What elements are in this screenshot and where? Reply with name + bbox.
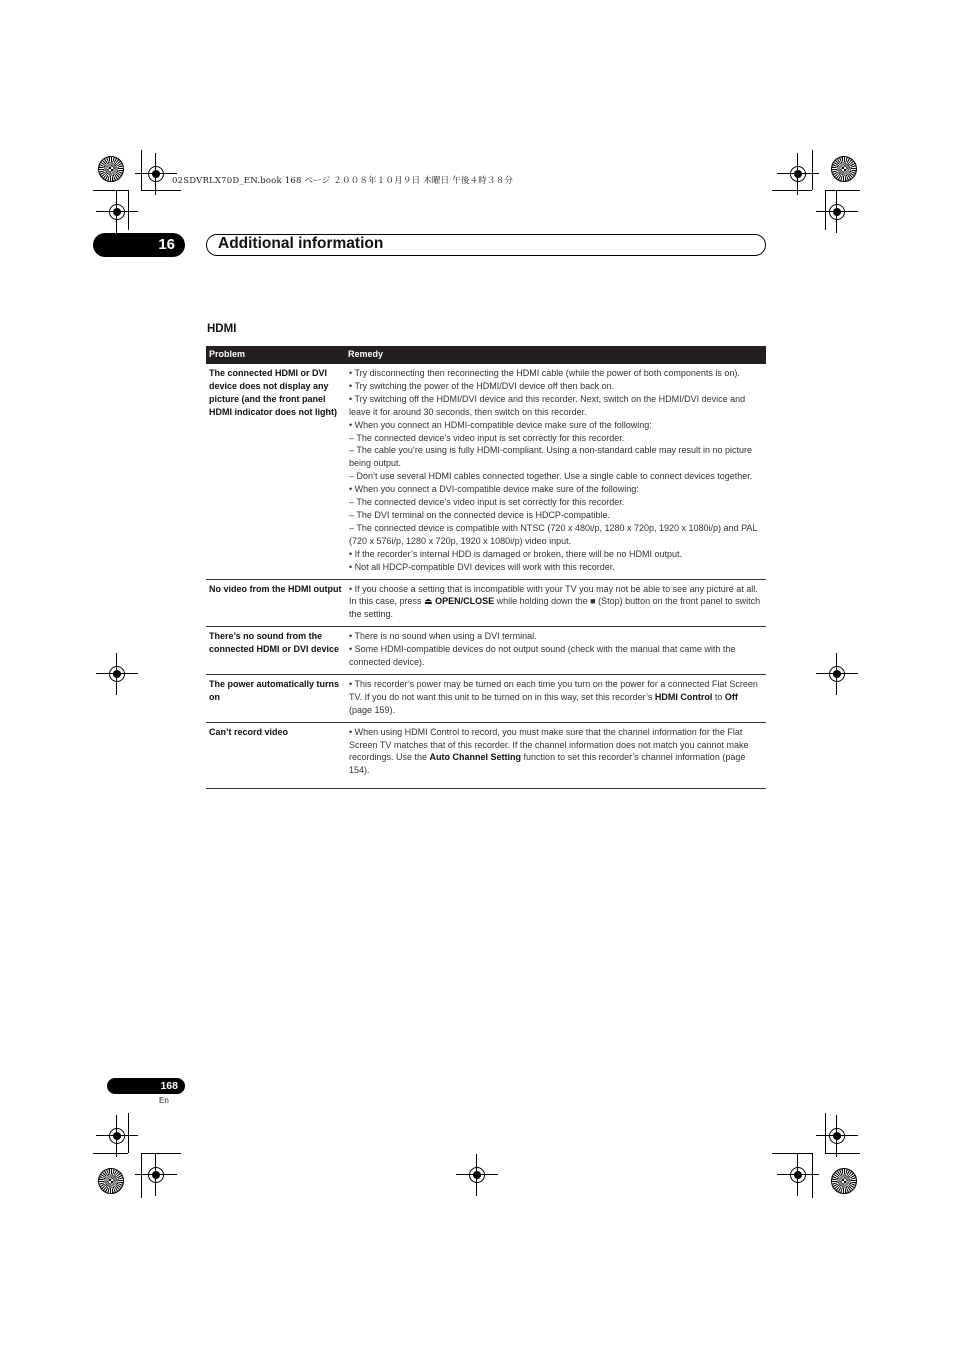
remedy-text: (page 159). (349, 704, 396, 715)
eject-icon: ⏏ (424, 596, 433, 607)
registration-mark-icon (145, 1164, 167, 1186)
table-row (206, 723, 766, 790)
registration-mark-icon (826, 663, 848, 685)
remedy-text: function to set this recorder’s channel information (page 154). (349, 752, 746, 776)
chapter-title: Additional information (218, 235, 384, 252)
problem-cell: The connected HDMI or DVI device does not display any picture (and the front panel HDMI indicator does not light) (209, 368, 337, 417)
remedy-line: • Some HDMI-compatible devices do not output sound (check with the manual that came with the connected device). (349, 644, 736, 668)
remedy-line: – The connected device’s video input is set correctly for this recorder. (349, 497, 625, 508)
remedy-cell (346, 580, 766, 627)
table-row (206, 364, 766, 580)
remedy-cell (346, 364, 766, 579)
remedy-cell (346, 627, 766, 674)
hdmi-control-setting-label: HDMI Control (654, 691, 713, 702)
remedy-line: – The connected device’s video input is set correctly for this recorder. (349, 432, 625, 443)
troubleshooting-table (206, 346, 766, 789)
table-header-row (206, 346, 766, 364)
table-row (206, 675, 766, 723)
chapter-number-tab: 16 (93, 233, 185, 257)
registration-mark-icon (106, 663, 128, 685)
remedy-line: • When you connect a DVI-compatible device make sure of the following: (349, 484, 639, 495)
remedy-text: • When using HDMI Control to record, you must make sure that the channel information for the Flat Screen TV matches that of this recorder. If the channel information does not match you cannot make recordings. Use the (349, 726, 749, 763)
stop-icon: ■ (590, 596, 596, 607)
registration-mark-icon (145, 163, 167, 185)
registration-mark-icon (106, 1125, 128, 1147)
remedy-line: • There is no sound when using a DVI terminal. (349, 631, 537, 642)
table-row (206, 580, 766, 628)
off-setting-label: Off (724, 691, 738, 702)
problem-cell: No video from the HDMI output (209, 583, 342, 594)
remedy-text: to (712, 691, 725, 702)
remedy-text: while holding down the (494, 596, 591, 607)
registration-mark-icon (826, 201, 848, 223)
remedy-line: – The cable you’re using is fully HDMI-compliant. Using a non-standard cable may result in no picture being output. (349, 445, 753, 469)
color-target-icon (98, 1168, 124, 1194)
remedy-line: • Try switching the power of the HDMI/DVI device off then back on. (349, 380, 615, 391)
remedy-line: – The connected device is compatible with NTSC (720 x 480i/p, 1280 x 720p, 1920 x 1080i/p) and PAL (720 x 576i/p, 1280 x 720p, 1920 x 1080i/p) video input. (349, 522, 758, 546)
section-title: HDMI (207, 323, 237, 335)
remedy-line: • Try disconnecting then reconnecting the HDMI cable (while the power of both components is on). (349, 368, 740, 378)
color-target-icon (831, 156, 857, 182)
remedy-cell (346, 675, 766, 722)
remedy-line (349, 726, 762, 778)
problem-cell: The power automatically turns on (209, 678, 340, 702)
registration-mark-icon (106, 201, 128, 223)
remedy-line: • Not all HDCP-compatible DVI devices will work with this recorder. (349, 561, 615, 572)
auto-channel-setting-label: Auto Channel Setting (429, 752, 522, 763)
remedy-text: • If you choose a setting that is incompatible with your TV you may not be able to see any picture at all. In this case, press (349, 583, 758, 607)
column-header-remedy: Remedy (348, 349, 384, 359)
remedy-line: – The DVI terminal on the connected device is HDCP-compatible. (349, 509, 610, 520)
remedy-line: • If the recorder’s internal HDD is damaged or broken, there will be no HDMI output. (349, 548, 682, 559)
print-file-header: 02SDVRLX70D_EN.book 168 ページ ２００８年１０月９日 木曜日 午後４時３８分 (172, 176, 514, 186)
column-header-problem: Problem (209, 349, 246, 359)
remedy-line: – Don’t use several HDMI cables connected together. Use a single cable to connect devices together. (349, 471, 753, 482)
registration-mark-icon (787, 163, 809, 185)
page-language: En (159, 1096, 169, 1105)
registration-mark-icon (826, 1125, 848, 1147)
remedy-line (349, 678, 762, 717)
remedy-line (349, 583, 762, 622)
remedy-line: • Try switching off the HDMI/DVI device and this recorder. Next, switch on the HDMI/DVI device and leave it for around 30 seconds, then switch on this recorder. (349, 393, 746, 417)
remedy-cell (346, 723, 766, 783)
remedy-text: (Stop) button on the front panel to switch the setting. (349, 596, 761, 620)
problem-cell: There’s no sound from the connected HDMI or DVI device (209, 631, 340, 655)
remedy-line: • When you connect an HDMI-compatible device make sure of the following: (349, 419, 652, 430)
page-number: 168 (107, 1078, 185, 1094)
open-close-button-label: OPEN/CLOSE (432, 596, 495, 607)
registration-mark-icon (787, 1164, 809, 1186)
table-row (206, 627, 766, 675)
remedy-text: • This recorder’s power may be turned on each time you turn on the power for a connected Flat Screen TV. If you do not want this unit to be turned on in this way, set this recorder’s (349, 678, 758, 702)
color-target-icon (831, 1168, 857, 1194)
problem-cell: Can’t record video (209, 726, 289, 737)
registration-mark-icon (466, 1164, 488, 1186)
color-target-icon (98, 156, 124, 182)
